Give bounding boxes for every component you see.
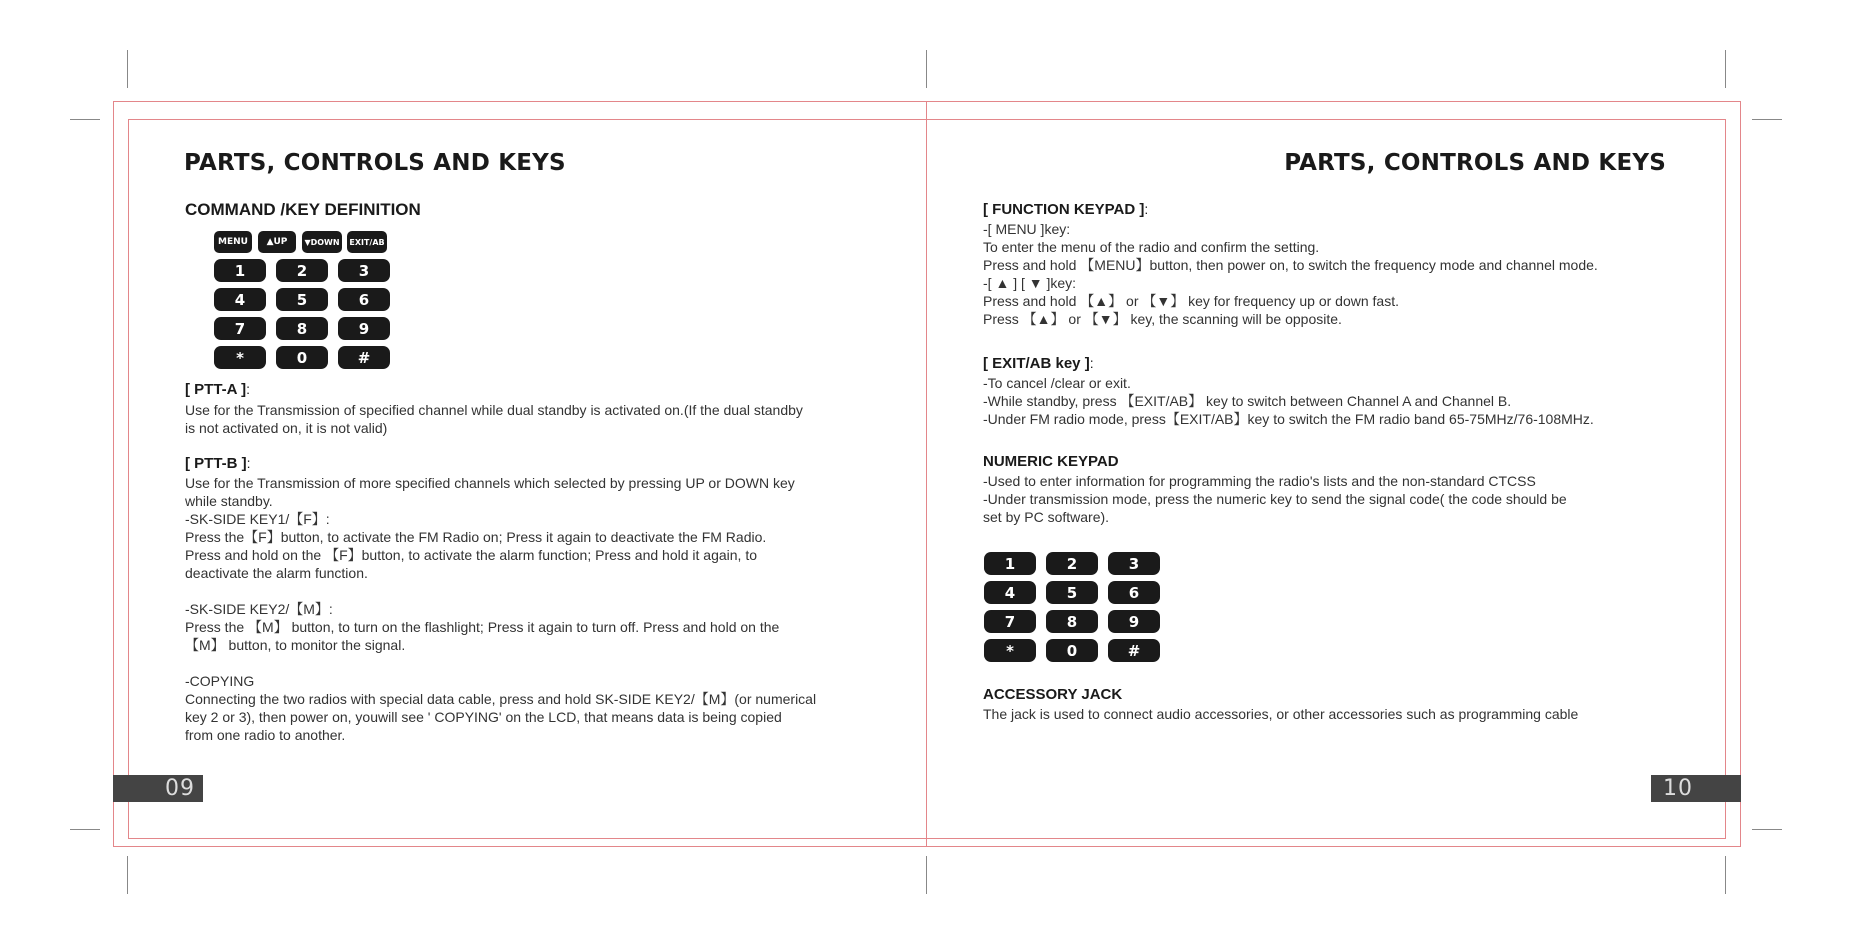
crop-mark — [127, 856, 128, 894]
keypad-key: 7 — [214, 317, 266, 340]
crop-mark — [1725, 50, 1726, 88]
keypad-key: 7 — [984, 610, 1036, 633]
exit-ab-label: [ EXIT/AB key ]: — [983, 355, 1094, 372]
keypad-key: 8 — [276, 317, 328, 340]
copying-text: key 2 or 3), then power on, youwill see ' COPYING' on the LCD, that means data is being copied — [185, 709, 782, 725]
command-key-definition-heading: COMMAND /KEY DEFINITION — [185, 200, 421, 219]
keypad-key: 1 — [984, 552, 1036, 575]
page-spine — [926, 101, 927, 847]
crop-mark — [1725, 856, 1726, 894]
keypad-key: 2 — [276, 259, 328, 282]
ptt-b-text: Use for the Transmission of more specified channels which selected by pressing UP or DOWN key — [185, 475, 795, 491]
crop-mark — [926, 50, 927, 88]
menu-key-text: Press and hold 【MENU】button, then power on, to switch the frequency mode and channel mode. — [983, 257, 1598, 273]
arrow-key-heading: -[ ▲ ] [ ▼ ]key: — [983, 275, 1077, 291]
page-number-right: 10 — [1651, 775, 1741, 802]
ptt-a-text: Use for the Transmission of specified channel while dual standby is activated on.(If the dual standby — [185, 402, 803, 418]
numeric-keypad-text: -Used to enter information for programming the radio's lists and the non-standard CTCSS — [983, 473, 1536, 489]
keypad-key: 8 — [1046, 610, 1098, 633]
page-title-right: PARTS, CONTROLS AND KEYS — [1284, 150, 1666, 176]
crop-mark — [926, 856, 927, 894]
keypad-key: 4 — [984, 581, 1036, 604]
ptt-a-text: is not activated on, it is not valid) — [185, 420, 388, 436]
side-key1-text: Press and hold on the 【F】button, to activate the alarm function; Press and hold it again, to — [185, 547, 757, 563]
ptt-a-label: [ PTT-A ]: — [185, 381, 250, 398]
crop-mark — [1752, 119, 1782, 120]
crop-mark — [70, 119, 100, 120]
exit-ab-text: -While standby, press 【EXIT/AB】 key to switch between Channel A and Channel B. — [983, 393, 1512, 409]
ptt-b-label: [ PTT-B ]: — [185, 455, 251, 472]
keypad-key: 0 — [276, 346, 328, 369]
keypad-key: 5 — [1046, 581, 1098, 604]
down-arrow-icon: ▼ — [304, 237, 311, 247]
crop-mark — [1752, 829, 1782, 830]
side-key1-heading: -SK-SIDE KEY1/【F】: — [185, 511, 330, 527]
keypad-key: 2 — [1046, 552, 1098, 575]
copying-text: from one radio to another. — [185, 727, 346, 743]
side-key1-text: deactivate the alarm function. — [185, 565, 368, 581]
exit-ab-key: EXIT/AB — [347, 231, 387, 253]
up-arrow-icon: ▲ — [266, 237, 274, 247]
page-number-left: 09 — [113, 775, 203, 802]
arrow-key-text: Press and hold 【▲】 or 【▼】 key for frequency up or down fast. — [983, 293, 1400, 309]
exit-ab-text: -To cancel /clear or exit. — [983, 375, 1131, 391]
keypad-key: 0 — [1046, 639, 1098, 662]
numeric-keypad-text: -Under transmission mode, press the numeric key to send the signal code( the code should be — [983, 491, 1567, 507]
keypad-key: 3 — [1108, 552, 1160, 575]
keypad-key: * — [984, 639, 1036, 662]
side-key2-heading: -SK-SIDE KEY2/【M】: — [185, 601, 333, 617]
keypad-key: * — [214, 346, 266, 369]
menu-key-text: To enter the menu of the radio and confirm the setting. — [983, 239, 1320, 255]
copying-text: Connecting the two radios with special data cable, press and hold SK-SIDE KEY2/【M】(or numerical — [185, 691, 817, 707]
side-key1-text: Press the【F】button, to activate the FM Radio on; Press it again to deactivate the FM Radio. — [185, 529, 767, 545]
function-keypad-label: [ FUNCTION KEYPAD ]: — [983, 201, 1149, 218]
keypad-key: 4 — [214, 288, 266, 311]
numeric-keypad-text: set by PC software). — [983, 509, 1110, 525]
ptt-b-text: while standby. — [185, 493, 273, 509]
keypad-key: 3 — [338, 259, 390, 282]
copying-heading: -COPYING — [185, 673, 255, 689]
accessory-jack-label: ACCESSORY JACK — [983, 686, 1123, 703]
keypad-key: 1 — [214, 259, 266, 282]
keypad-key: 6 — [338, 288, 390, 311]
keypad-key: # — [338, 346, 390, 369]
page-title-left: PARTS, CONTROLS AND KEYS — [184, 150, 566, 176]
keypad-key: 6 — [1108, 581, 1160, 604]
crop-mark — [127, 50, 128, 88]
side-key2-text: 【M】 button, to monitor the signal. — [185, 637, 406, 653]
arrow-key-text: Press 【▲】 or 【▼】 key, the scanning will be opposite. — [983, 311, 1342, 327]
side-key2-text: Press the 【M】 button, to turn on the flashlight; Press it again to turn off. Press and hold on the — [185, 619, 780, 635]
numeric-keypad-label: NUMERIC KEYPAD — [983, 453, 1119, 470]
accessory-jack-text: The jack is used to connect audio accessories, or other accessories such as programming cable — [983, 706, 1579, 722]
exit-ab-text: -Under FM radio mode, press【EXIT/AB】key to switch the FM radio band 65-75MHz/76-108MHz. — [983, 411, 1594, 427]
keypad-key: # — [1108, 639, 1160, 662]
keypad-key: 9 — [1108, 610, 1160, 633]
keypad-key: 5 — [276, 288, 328, 311]
menu-key: MENU — [214, 231, 252, 253]
up-key: ▲ UP — [258, 231, 296, 253]
down-key: ▼ DOWN — [302, 231, 342, 253]
keypad-key: 9 — [338, 317, 390, 340]
crop-mark — [70, 829, 100, 830]
menu-key-heading: -[ MENU ]key: — [983, 221, 1071, 237]
